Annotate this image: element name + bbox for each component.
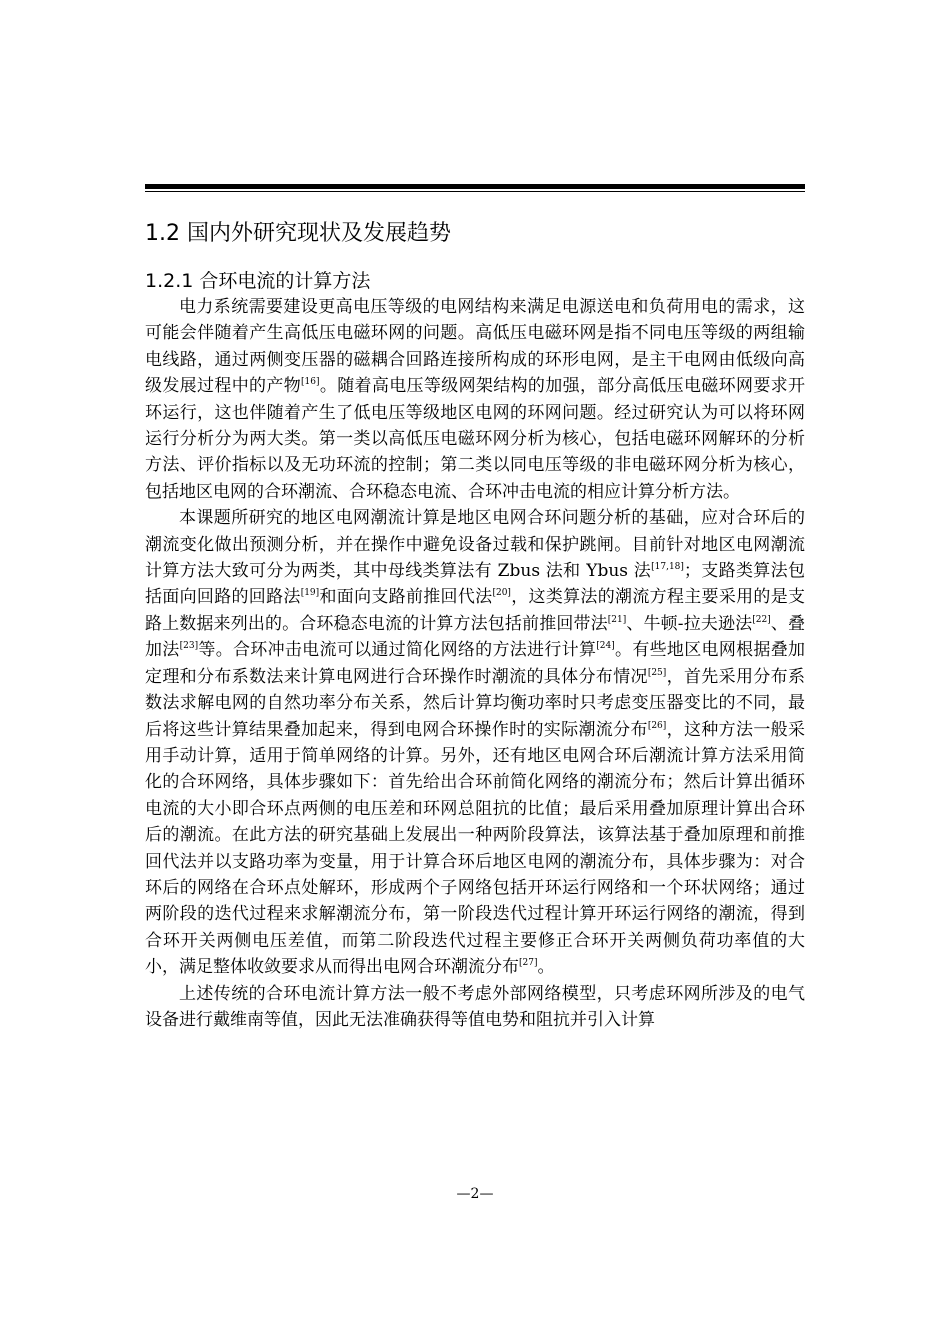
page-number: —2— — [456, 1186, 494, 1202]
citation-ref: [20] — [492, 588, 511, 599]
text-run: 上述传统的合环电流计算方法一般不考虑外部网络模型，只考虑环网所涉及的电气设备进行戴维南等值，因此无法准确获得等值电势和阻抗并引入计算 — [145, 983, 805, 1030]
subsection-heading: 1.2.1 合环电流的计算方法 — [145, 270, 371, 292]
text-run: ，首先采用分布系数法求解电网的自然功率分布关系，然后计算均衡功率时只考虑变压器变比的不同，最后将这些计算结果叠加起来，得到电网合环操作时的实际潮流分布 — [145, 666, 806, 740]
citation-ref: [26] — [647, 720, 667, 731]
header-rule-thin — [145, 191, 805, 192]
paragraph — [145, 294, 805, 505]
citation-ref: [17,18] — [651, 562, 684, 573]
paragraph — [145, 505, 805, 980]
text-run: 本课题所研究的地区电网潮流计算是地区电网合环问题分析的基础，应对合环后的潮流变化做出预测分析，并在操作中避免设备过载和保护跳闸。目前针对地区电网潮流计算方法大致可分为两类，其中母线类算法有 Zbus 法和 Ybus 法 — [145, 508, 805, 582]
citation-ref: [21] — [607, 614, 627, 625]
header-rule-thick — [145, 184, 805, 189]
citation-ref: [25] — [647, 667, 667, 678]
text-run: 和面向支路前推回代法 — [319, 587, 493, 608]
citation-ref: [22] — [752, 614, 771, 625]
text-run: ，这种方法一般采用手动计算，适用于简单网络的计算。另外，还有地区电网合环后潮流计算方法采用简化的合环网络，具体步骤如下：首先给出合环前简化网络的潮流分布；然后计算出循环电流的大小即合环点两侧的电压差和环网总阻抗的比值；最后采用叠加原理计算出合环后的潮流。在此方法的研究基础上发展出一种两阶段算法，该算法基于叠加原理和前推回代法并以支路功率为变量，用于计算合环后地区电网的潮流分布，具体步骤为：对合环后的网络在合环点处解环，形成两个子网络包括开环运行网络和一个环状网络；通过两阶段的迭代过程来求解潮流分布，第一阶段迭代过程计算开环运行网络的潮流，得到合环开关两侧电压差值，而第二阶段迭代过程主要修正合环开关两侧负荷功率值的大小，满足整体收敛要求从而得出电网合环潮流分布 — [145, 719, 806, 978]
text-run: 。随着高电压等级网架结构的加强，部分高低压电磁环网要求开环运行，这也伴随着产生了低电压等级地区电网的环网问题。经过研究认为可以将环网运行分析分为两大类。第一类以高低压电磁环网分析为核心，包括电磁环网解环的分析方法、评价指标以及无功环流的控制；第二类以同电压等级的非电磁环网分析为核心，包括地区电网的合环潮流、合环稳态电流、合环冲击电流的相应计算分析方法。 — [145, 376, 806, 502]
citation-ref: [23] — [179, 641, 199, 652]
text-run: 电力系统需要建设更高电压等级的电网结构来满足电源送电和负荷用电的需求，这可能会伴随着产生高低压电磁环网的问题。高低压电磁环网是指不同电压等级的两组输电线路，通过两侧变压器的磁耦合回路连接所构成的环形电网，是主干电网由低级向高级发展过程中的产物 — [145, 297, 805, 397]
citation-ref: [19] — [300, 588, 320, 599]
text-run: 等。合环冲击电流可以通过简化网络的方法进行计算 — [198, 640, 597, 661]
section-heading: 1.2 国内外研究现状及发展趋势 — [145, 221, 451, 246]
body-text — [145, 294, 805, 1033]
text-run: ，这类算法的潮流方程主要采用的是支路上数据来列出的。合环稳态电流的计算方法包括前推回带法 — [145, 587, 806, 634]
citation-ref: [27] — [519, 958, 538, 969]
text-run: 。 — [537, 957, 555, 978]
citation-ref: [16] — [301, 377, 320, 388]
citation-ref: [24] — [596, 641, 615, 652]
paragraph — [145, 981, 805, 1034]
text-run: ；支路类算法包括面向回路的回路法 — [145, 561, 806, 608]
text-run: 、牛顿-拉夫逊法 — [626, 613, 753, 634]
text-run: 。有些地区电网根据叠加定理和分布系数法来计算电网进行合环操作时潮流的具体分布情况 — [145, 640, 806, 687]
text-run: 、叠加法 — [145, 613, 806, 661]
